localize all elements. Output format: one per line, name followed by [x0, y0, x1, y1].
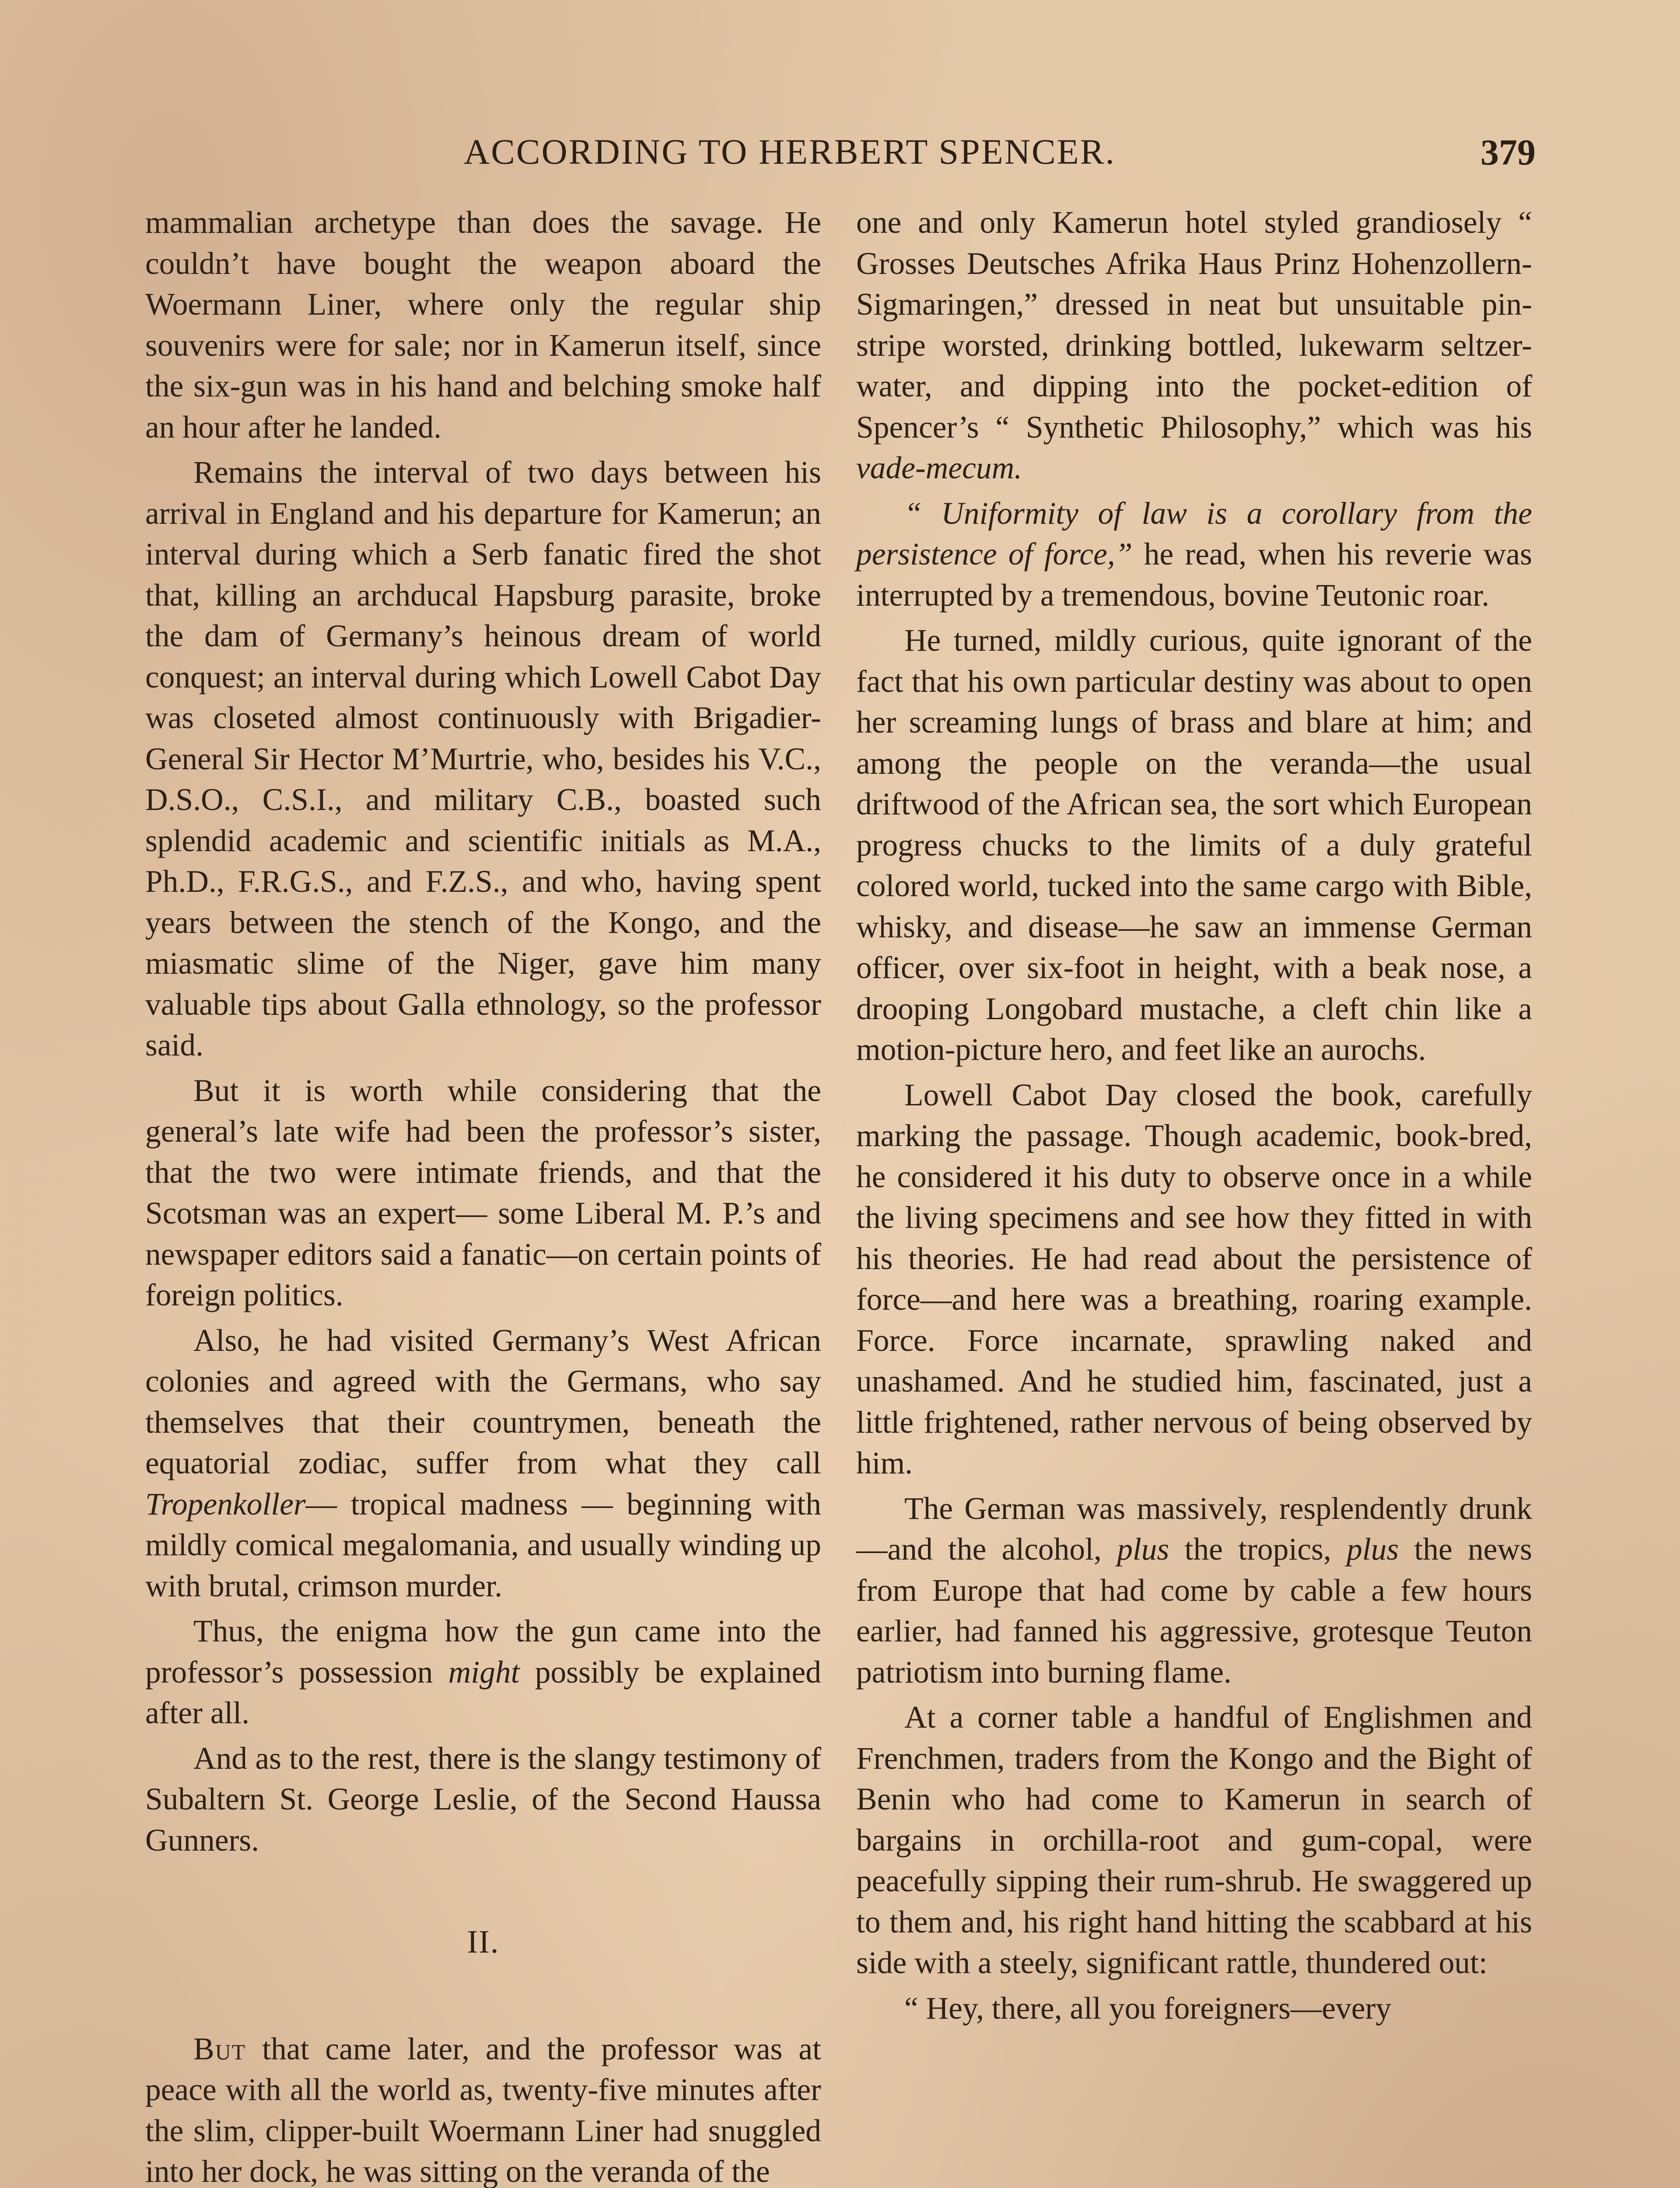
paragraph-text: The German was massively, resplendently drunk—and the alcohol, [856, 1491, 1532, 1567]
italic-term: might [448, 1655, 520, 1690]
italic-term: plus [1117, 1532, 1169, 1567]
paragraph-text: one and only Kamerun hotel styled grandiosely “ Grosses Deutsches Afrika Haus Prinz Hohenzollern-Sigmaringen,” dressed in neat but unsuitable pin-stripe worsted, drinking bottled, lukewarm seltzer-water, and dipping into the pocket-edition of Spencer’s “ Synthetic Philosophy,” which was his [856, 205, 1532, 445]
paragraph [145, 1611, 821, 1734]
italic-term: Tropenkoller [145, 1487, 306, 1522]
paragraph: Remains the interval of two days between his arrival in England and his departure for Kamerun; an interval during which a Serb fanatic fired the shot that, killing an archducal Hapsburg parasite, broke the dam of Germany’s heinous dream of world conquest; an interval during which Lowell Cabot Day was closeted almost continuously with Brigadier-General Sir Hector M’Murtrie, who, besides his V.C., D.S.O., C.S.I., and military C.B., boasted such splendid academic and scientific initials as M.A., Ph.D., F.R.G.S., and F.Z.S., and who, having spent years between the stench of the Kongo, and the miasmatic slime of the Niger, gave him many valuable tips about Galla ethnology, so the professor said. [145, 455, 821, 1062]
paragraph-text: — tropical madness — beginning with mildly comical megalomania, and usually winding up with brutal, crimson murder. [145, 1487, 821, 1603]
paragraph: And as to the rest, there is the slangy testimony of Subaltern St. George Leslie, of the Second Haussa Gunners. [145, 1741, 821, 1858]
paragraph: At a corner table a handful of Englishmen and Frenchmen, traders from the Kongo and the Bight of Benin who had come to Kamerun in search of bargains in orchilla-root and gum-copal, were peacefully sipping their rum-shrub. He swaggered up to them and, his right hand hitting the scabbard at his side with a steely, significant rattle, thundered out: [856, 1700, 1532, 1980]
paragraph-text: Also, he had visited Germany’s West African colonies and agreed with the Germans, who say themselves that their countrymen, beneath the equatorial zodiac, suffer from what they call [145, 1323, 821, 1480]
paragraph-text: that came later, and the professor was at peace with all the world as, twenty-five minutes after the slim, clipper-built Woermann Liner had snuggled into her dock, he was sitting on the veranda of the [145, 2031, 821, 2188]
paragraph: Lowell Cabot Day closed the book, carefully marking the passage. Though academic, book-bred, he considered it his duty to observe once in a while the living specimens and see how they fitted in with his theories. He had read about the persistence of force—and here was a breathing, roaring example. Force. Force incarnate, sprawling naked and unashamed. And he studied him, fascinated, just a little frightened, rather nervous of being observed by him. [856, 1077, 1532, 1480]
right-column [856, 202, 1532, 2033]
opening-word: But [193, 2031, 246, 2066]
paragraph-text: the news from Europe that had come by cable a few hours earlier, had fanned his aggressive, grotesque Teuton patriotism into burning flame. [856, 1532, 1532, 1690]
paragraph [856, 202, 1532, 489]
paragraph [856, 1488, 1532, 1693]
page-number: 379 [1480, 132, 1536, 173]
italic-quote: “ Uniformity of law is a corollary from the persistence of force,” [856, 496, 1532, 572]
paragraph-text: possibly be explained after all. [145, 1655, 821, 1730]
paragraph: “ Hey, there, all you foreigners—every [904, 1991, 1392, 2026]
paragraph-text: he read, when his reverie was interrupted by a tremendous, bovine Teutonic roar. [856, 537, 1532, 613]
paragraph: mammalian archetype than does the savage. He couldn’t have bought the weapon aboard the Woermann Liner, where only the regular ship souvenirs were for sale; nor in Kamerun itself, since the six-gun was in his hand and belching smoke half an hour after he landed. [145, 205, 821, 445]
paragraph-text: the tropics, [1169, 1532, 1347, 1567]
section-heading: II. [467, 1924, 500, 1960]
paragraph: But it is worth while considering that the general’s late wife had been the professor’s sister, that the two were intimate friends, and that the Scotsman was an expert— some Liberal M. P.’s and newspaper editors said a fanatic—on certain points of foreign politics. [145, 1073, 821, 1312]
italic-term: plus [1346, 1532, 1399, 1567]
paragraph [856, 493, 1532, 616]
paragraph-text: Thus, the enigma how the gun came into the professor’s possession [145, 1614, 821, 1690]
running-head-title: ACCORDING TO HERBERT SPENCER. [464, 132, 1116, 172]
left-column [145, 202, 821, 2188]
paragraph [145, 2029, 821, 2188]
paragraph [145, 1320, 821, 1607]
paragraph: He turned, mildly curious, quite ignorant of the fact that his own particular destiny was about to open her screaming lungs of brass and blare at him; and among the people on the veranda—the usual driftwood of the African sea, the sort which European progress chucks to the limits of a duly grateful colored world, tucked into the same cargo with Bible, whisky, and disease—he saw an immense German officer, over six-foot in height, with a beak nose, a drooping Longobard mustache, a cleft chin like a motion-picture hero, and feet like an aurochs. [856, 623, 1532, 1067]
italic-term: vade-mecum. [856, 451, 1022, 485]
